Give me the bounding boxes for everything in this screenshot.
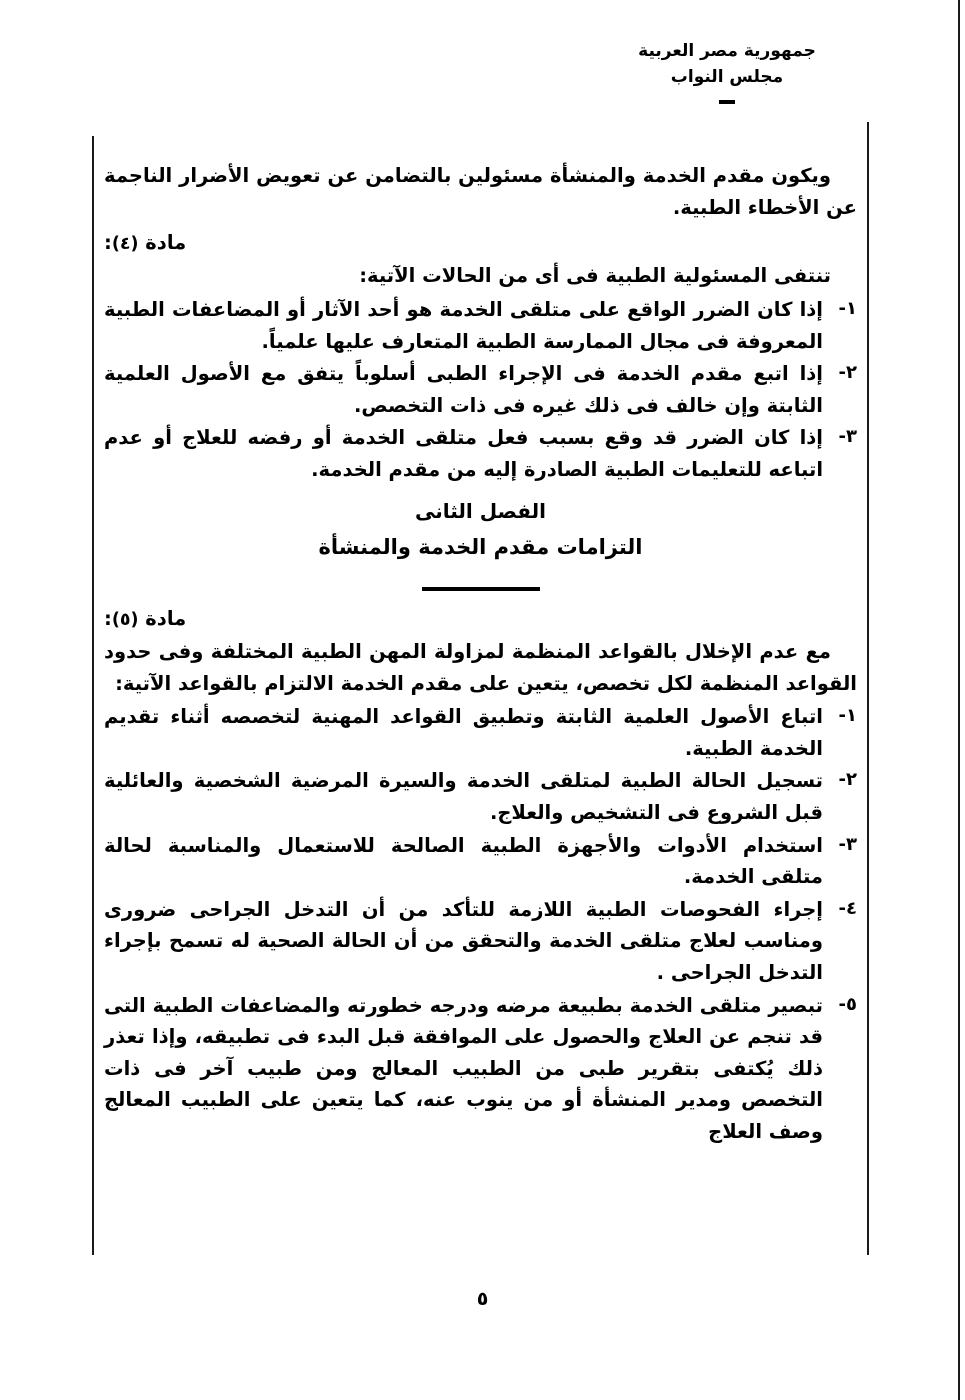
list-item-text: إذا كان الضرر قد وقع بسبب فعل متلقى الخدمة أو رفضه للعلاج أو عدم اتباعه للتعليمات الطبية الصادرة إليه من مقدم الخدمة. [104, 426, 823, 481]
list-marker: ٥- [838, 993, 857, 1015]
article-4-heading [104, 227, 857, 258]
letterhead-institution: مجلس النواب [670, 67, 784, 88]
article-5-colon: : [104, 606, 112, 630]
article-5-intro: مع عدم الإخلال بالقواعد المنظمة لمزاولة المهن الطبية المختلفة وفى حدود القواعد المنظمة لكل تخصص، يتعين على مقدم الخدمة الالتزام بالقواعد الآتية: [104, 640, 857, 695]
chapter-title: الفصل الثانى [414, 499, 547, 524]
article-5-list [104, 701, 857, 1147]
list-marker: ٣- [838, 833, 857, 855]
list-item [104, 701, 857, 764]
chapter-subtitle: التزامات مقدم الخدمة والمنشأة [318, 535, 643, 560]
article-4-heading-word: مادة [145, 231, 187, 255]
list-marker: ١- [838, 297, 857, 319]
article-4-intro: تنتفى المسئولية الطبية فى أى من الحالات الآتية: [359, 264, 831, 288]
list-item [104, 358, 857, 421]
list-item [104, 294, 857, 357]
list-item [104, 765, 857, 828]
list-marker: ٢- [838, 362, 857, 384]
letterhead [577, 38, 877, 104]
list-item [104, 990, 857, 1148]
letterhead-divider-dash [719, 100, 735, 104]
list-marker: ١- [838, 705, 857, 727]
list-item [104, 830, 857, 893]
page-number: ٥ [476, 1288, 489, 1310]
list-item-text: إذا اتبع مقدم الخدمة فى الإجراء الطبى أسلوباً يتفق مع الأصول العلمية الثابتة وإن خالف فى ذلك غيره فى ذات التخصص. [104, 362, 823, 417]
list-item-text: إذا كان الضرر الواقع على متلقى الخدمة هو أحد الآثار أو المضاعفات الطبية المعروفة فى مجال الممارسة الطبية المتعارف عليها علمياً. [104, 297, 823, 353]
article-4-list [104, 294, 857, 485]
article-5-number: (٥) [111, 609, 139, 630]
chapter-heading-block [104, 495, 857, 591]
article-5-heading-word: مادة [145, 606, 187, 630]
letterhead-country: جمهورية مصر العربية [638, 41, 816, 61]
frame-rule-right [867, 122, 869, 1255]
list-marker: ٣- [838, 426, 857, 448]
chapter-divider-rule [422, 587, 540, 591]
continuation-paragraph: ويكون مقدم الخدمة والمنشأة مسئولين بالتضامن عن تعويض الأضرار الناجمة عن الأخطاء الطبية. [104, 164, 857, 219]
list-item-text: اتباع الأصول العلمية الثابتة وتطبيق القواعد المهنية لتخصصه أثناء تقديم الخدمة الطبية. [104, 705, 823, 760]
list-item-text: استخدام الأدوات والأجهزة الطبية الصالحة للاستعمال والمناسبة لحالة متلقى الخدمة. [104, 833, 823, 889]
list-item-text: تبصير متلقى الخدمة بطبيعة مرضه ودرجه خطورته والمضاعفات الطبية التى قد تنجم عن العلاج والحصول على الموافقة قبل البدء فى تطبيقه، وإذا تعذر ذلك يُكتفى بتقرير طبى من الطبيب المعالج ومن طبيب آخر فى ذات التخصص ومدير المنشأة أو من ينوب عنه، كما يتعين على الطبيب المعالج وصف العلاج [104, 993, 823, 1143]
list-item [104, 422, 857, 485]
article-5-heading [104, 603, 857, 634]
list-marker: ٤- [838, 897, 857, 919]
list-item-text: إجراء الفحوصات الطبية اللازمة للتأكد من أن التدخل الجراحى ضرورى ومناسب لعلاج متلقى الخدمة والتحقق من أن الحالة الصحية له تسمح بإجراء التدخل الجراحى . [104, 897, 823, 984]
list-item-text: تسجيل الحالة الطبية لمتلقى الخدمة والسيرة المرضية الشخصية والعائلية قبل الشروع فى التشخيص والعلاج. [104, 769, 823, 825]
page-edge-rule [958, 0, 960, 1400]
article-4-colon: : [104, 231, 112, 255]
frame-rule-left [92, 136, 94, 1255]
list-item [104, 894, 857, 989]
article-4-number: (٤) [111, 234, 139, 255]
document-body [104, 160, 857, 1148]
list-marker: ٢- [838, 769, 857, 791]
